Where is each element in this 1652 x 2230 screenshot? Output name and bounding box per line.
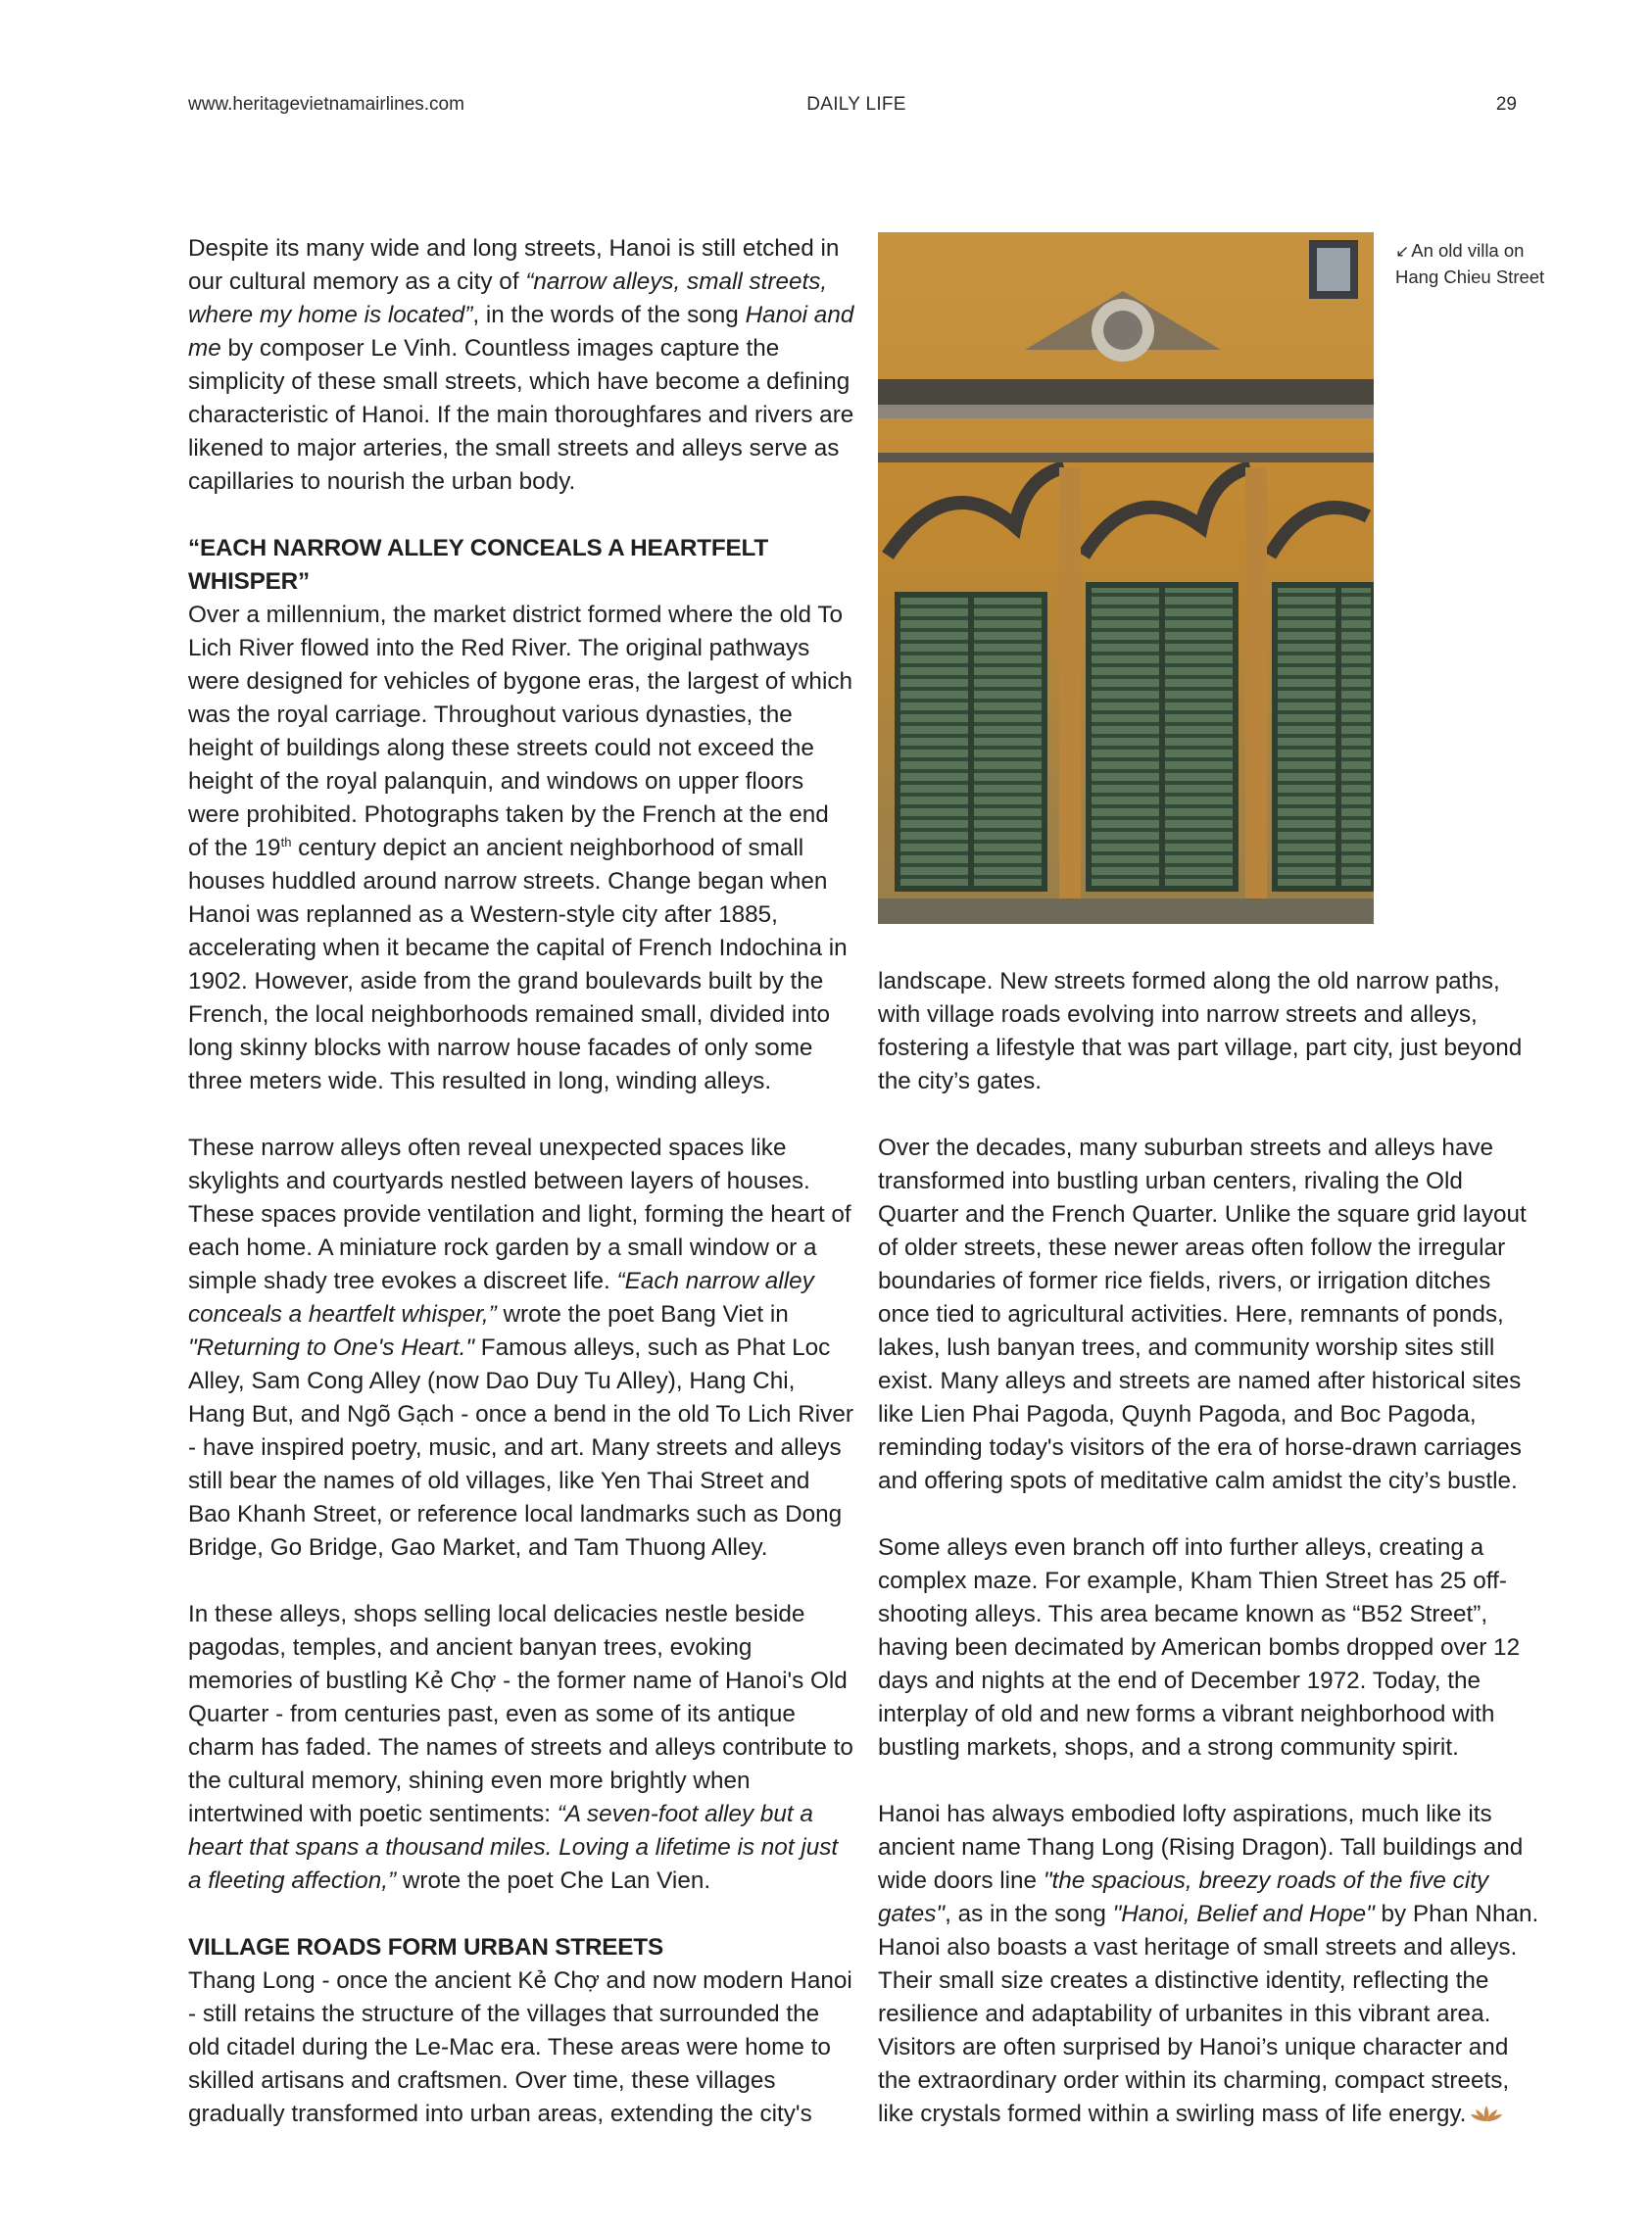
quote-run: “Each narrow alley conceals a heartfelt whisper,” (188, 1268, 814, 1328)
villa-illustration (878, 232, 1374, 924)
body-paragraph: landscape. New streets formed along the old narrow paths, with village roads evolving into narrow streets and alleys, fostering a lifestyle that was part village, part city, just beyond the city’s gates. (878, 968, 1523, 1094)
arrow-down-left-icon: ↙ (1395, 242, 1410, 261)
text-run: century depict an ancient neighborhood of small houses huddled around narrow streets. Change began when Hanoi was replanned as a Western-style city after 1885, accelerating when it became the capital of French Indochina in 1902. However, aside from the grand boulevards built by the French, the local neighborhoods remained small, divided into long skinny blocks with narrow house facades of only some three meters wide. This resulted in long, winding alleys. (188, 835, 848, 1094)
text-run: In these alleys, shops selling local delicacies nestle beside pagodas, temples, and ancient banyan trees, evoking memories of bustling Kẻ Chợ - the former name of Hanoi's Old Quarter - from centuries past, even as some of its antique charm has faded. The names of streets and alleys contribute to the cultural memory, shining even more brightly when intertwined with poetic sentiments: (188, 1601, 853, 1827)
text-run: wrote the poet Che Lan Vien. (396, 1867, 711, 1894)
quote-run: “narrow alleys, small streets, where my home is located” (188, 268, 828, 328)
body-paragraph: Thang Long - once the ancient Kẻ Chợ and now modern Hanoi - still retains the structure of the villages that surrounded the old citadel during the Le-Mac era. These areas were home to skilled artisans and craftsmen. Over time, these villages gradually transformed into urban areas, extending the city's (188, 1967, 852, 2127)
text-run: , in the words of the song (472, 302, 746, 328)
body-paragraph (878, 1798, 1544, 2131)
right-column (878, 965, 1544, 2131)
body-paragraph (188, 1132, 854, 1565)
intro-paragraph (188, 232, 854, 499)
text-run: Famous alleys, such as Phat Loc Alley, Sam Cong Alley (now Dao Duy Tu Alley), Hang Chi, Hang But, and Ngõ Gạch - once a bend in the old To Lich River - have inspired poetry, music, and art. Many streets and alleys still bear the names of old villages, like Yen Thai Street and Bao Khanh Street, or reference local landmarks such as Dong Bridge, Go Bridge, Gao Market, and Tam Thuong Alley. (188, 1334, 853, 1561)
superscript: th (280, 834, 292, 849)
song-title: Hanoi and me (188, 302, 854, 362)
text-run: Despite its many wide and long streets, Hanoi is still etched in our cultural memory as a city of (188, 235, 840, 295)
photo-caption (1395, 238, 1572, 290)
text-run: by composer Le Vinh. Countless images capture the simplicity of these small streets, which have become a defining characteristic of Hanoi. If the main thoroughfares and rivers are likened to major arteries, the small streets and alleys serve as capillaries to nourish the urban body. (188, 335, 854, 495)
page-header (188, 94, 1525, 123)
text-run: by Phan Nhan. Hanoi also boasts a vast heritage of small streets and alleys. Their small size creates a distinctive identity, reflecting the resilience and adaptability of urbanites in this vibrant area. Visitors are often surprised by Hanoi’s unique character and the extraordinary order within its charming, compact streets, like crystals formed within a swirling mass of life energy. (878, 1901, 1539, 2127)
song-title: "Hanoi, Belief and Hope" (1112, 1901, 1375, 1927)
caption-text: An old villa on Hang Chieu Street (1395, 240, 1545, 287)
body-paragraph: Over the decades, many suburban streets and alleys have transformed into bustling urban centers, rivaling the Old Quarter and the French Quarter. Unlike the square grid layout of older streets, these newer areas often follow the irregular boundaries of former rice fields, rivers, or irrigation ditches once tied to agricultural activities. Here, remnants of ponds, lakes, lush banyan trees, and community worship sites still exist. Many alleys and streets are named after historical sites like Lien Phai Pagoda, Quynh Pagoda, and Boc Pagoda, reminding today's visitors of the era of horse-drawn carriages and offering spots of meditative calm amidst the city’s bustle. (878, 1135, 1527, 1494)
villa-photo (878, 232, 1374, 924)
section-heading-village-roads: VILLAGE ROADS FORM URBAN STREETS (188, 1934, 663, 1961)
section-title: DAILY LIFE (806, 94, 906, 115)
poem-title: "Returning to One's Heart." (188, 1334, 474, 1361)
text-run: wrote the poet Bang Viet in (496, 1301, 789, 1328)
website-url: www.heritagevietnamairlines.com (188, 94, 464, 115)
text-run: These narrow alleys often reveal unexpected spaces like skylights and courtyards nestled between layers of houses. These spaces provide ventilation and light, forming the heart of each home. A miniature rock garden by a small window or a simple shady tree evokes a discreet life. (188, 1135, 851, 1294)
body-paragraph (188, 1598, 854, 1898)
text-run: , as in the song (945, 1901, 1113, 1927)
section-heading-narrow-alley: “EACH NARROW ALLEY CONCEALS A HEARTFELT WHISPER” (188, 535, 768, 595)
text-run: Over a millennium, the market district formed where the old To Lich River flowed into the Red River. The original pathways were designed for vehicles of bygone eras, the largest of which was the royal carriage. Throughout various dynasties, the height of buildings along these streets could not exceed the height of the royal palanquin, and windows on upper floors were prohibited. Photographs taken by the French at the end of the 19 (188, 602, 852, 861)
body-paragraph: Some alleys even branch off into further alleys, creating a complex maze. For example, Kham Thien Street has 25 off-shooting alleys. This area became known as “B52 Street”, having been decimated by American bombs dropped over 12 days and nights at the end of December 1972. Today, the interplay of old and new forms a vibrant neighborhood with bustling markets, shops, and a strong community spirit. (878, 1534, 1521, 1761)
quote-run: “A seven-foot alley but a heart that spans a thousand miles. Loving a lifetime is not just a fleeting affection,” (188, 1801, 839, 1894)
page-number: 29 (1495, 94, 1517, 115)
text-run: Hanoi has always embodied lofty aspirations, much like its ancient name Thang Long (Rising Dragon). Tall buildings and wide doors line (878, 1801, 1524, 1894)
lotus-icon (1470, 2104, 1503, 2123)
left-column (188, 232, 854, 2131)
quote-run: "the spacious, breezy roads of the five city gates" (878, 1867, 1489, 1927)
body-paragraph (188, 599, 854, 1098)
